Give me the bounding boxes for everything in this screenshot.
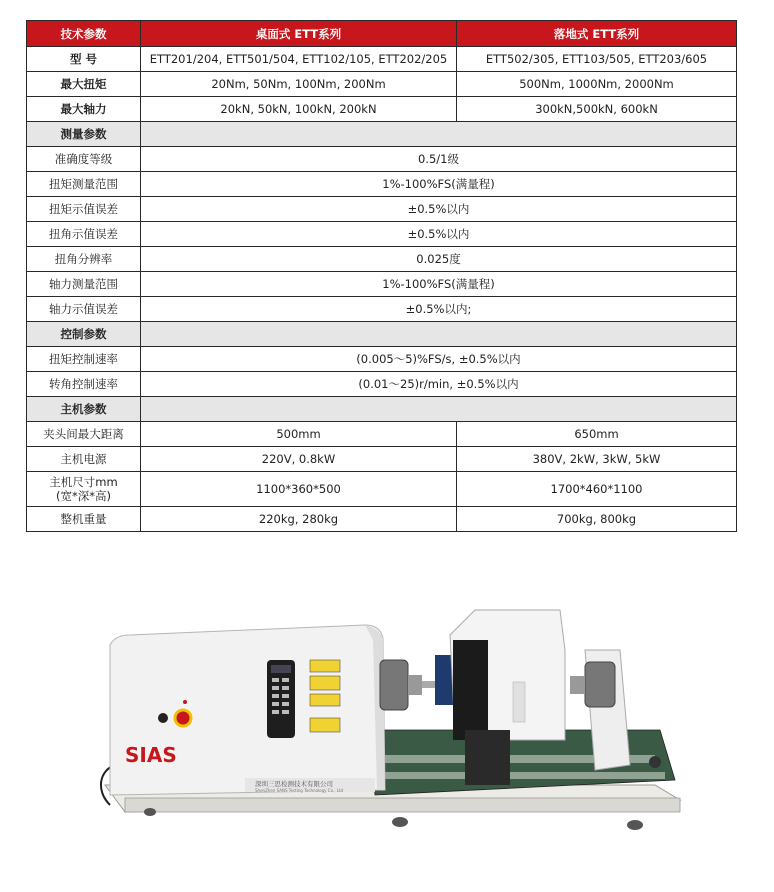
row-label: 准确度等级 bbox=[27, 147, 141, 172]
table-row bbox=[27, 247, 737, 272]
foot bbox=[627, 820, 643, 830]
cell-floor: 1700*460*1100 bbox=[457, 472, 737, 507]
table-row bbox=[27, 472, 737, 507]
controller-screen bbox=[271, 665, 291, 673]
cell-desktop: 220V, 0.8kW bbox=[141, 447, 457, 472]
cell-floor: 380V, 2kW, 3kW, 5kW bbox=[457, 447, 737, 472]
row-label: 扭角分辨率 bbox=[27, 247, 141, 272]
row-label: 夹头间最大距离 bbox=[27, 422, 141, 447]
cell-value: ±0.5%以内; bbox=[141, 297, 737, 322]
cell-floor: 650mm bbox=[457, 422, 737, 447]
table-row bbox=[27, 422, 737, 447]
warning-label bbox=[310, 694, 340, 706]
right-chuck-body bbox=[585, 662, 615, 707]
warning-label bbox=[310, 718, 340, 732]
row-label: 最大扭矩 bbox=[27, 72, 141, 97]
section-blank bbox=[141, 397, 737, 422]
table-row bbox=[27, 347, 737, 372]
key-switch bbox=[158, 713, 168, 723]
section-row-host bbox=[27, 397, 737, 422]
row-label: 轴力示值误差 bbox=[27, 297, 141, 322]
cell-floor: ETT502/305, ETT103/505, ETT203/605 bbox=[457, 47, 737, 72]
section-row-measure bbox=[27, 122, 737, 147]
cell-value: 1%-100%FS(满量程) bbox=[141, 272, 737, 297]
spec-table bbox=[26, 20, 737, 532]
indicator-light bbox=[183, 700, 187, 704]
table-row bbox=[27, 97, 737, 122]
table-row bbox=[27, 72, 737, 97]
cell-floor: 300kN,500kN, 600kN bbox=[457, 97, 737, 122]
table-row bbox=[27, 222, 737, 247]
cell-floor: 700kg, 800kg bbox=[457, 507, 737, 532]
table-row bbox=[27, 507, 737, 532]
header-floor: 落地式 ETT系列 bbox=[457, 21, 737, 47]
foot bbox=[392, 817, 408, 827]
cell-value: 0.025度 bbox=[141, 247, 737, 272]
rail-track bbox=[385, 772, 665, 779]
row-label: 转角控制速率 bbox=[27, 372, 141, 397]
foot bbox=[144, 808, 156, 816]
row-label: 整机重量 bbox=[27, 507, 141, 532]
cell-desktop: 500mm bbox=[141, 422, 457, 447]
handwheel bbox=[649, 756, 661, 768]
row-label: 主机尺寸mm (宽*深*高) bbox=[27, 472, 141, 507]
header-desktop: 桌面式 ETT系列 bbox=[141, 21, 457, 47]
table-header-row bbox=[27, 21, 737, 47]
control-panel bbox=[513, 682, 525, 722]
row-label: 扭矩控制速率 bbox=[27, 347, 141, 372]
section-title: 主机参数 bbox=[27, 397, 141, 422]
table-row bbox=[27, 47, 737, 72]
section-title: 测量参数 bbox=[27, 122, 141, 147]
crosshead-bearing bbox=[465, 730, 510, 785]
table-row bbox=[27, 197, 737, 222]
row-label: 扭矩示值误差 bbox=[27, 197, 141, 222]
emergency-stop-button bbox=[175, 710, 191, 726]
cell-desktop: ETT201/204, ETT501/504, ETT102/105, ETT202/205 bbox=[141, 47, 457, 72]
brand-logo: SIAS bbox=[125, 743, 177, 767]
left-chuck-body bbox=[380, 660, 408, 710]
row-label: 最大轴力 bbox=[27, 97, 141, 122]
cell-value: (0.01～25)r/min, ±0.5%以内 bbox=[141, 372, 737, 397]
row-label: 主机电源 bbox=[27, 447, 141, 472]
cell-floor: 500Nm, 1000Nm, 2000Nm bbox=[457, 72, 737, 97]
right-chuck-jaws bbox=[570, 676, 585, 694]
main-housing bbox=[110, 625, 385, 795]
left-chuck-jaws bbox=[408, 675, 422, 695]
row-label: 扭角示值误差 bbox=[27, 222, 141, 247]
plate-line1: 深圳三思检测技术有限公司 bbox=[255, 780, 333, 788]
table-row bbox=[27, 372, 737, 397]
header-param: 技术参数 bbox=[27, 21, 141, 47]
cell-desktop: 1100*360*500 bbox=[141, 472, 457, 507]
plate-line2: ShenZhen SANS Testing Technology Co., Ltd bbox=[255, 788, 344, 793]
table-row bbox=[27, 447, 737, 472]
cell-desktop: 20kN, 50kN, 100kN, 200kN bbox=[141, 97, 457, 122]
table-row bbox=[27, 272, 737, 297]
crosshead-block bbox=[453, 640, 488, 740]
section-blank bbox=[141, 322, 737, 347]
warning-label bbox=[310, 676, 340, 690]
cell-value: 0.5/1级 bbox=[141, 147, 737, 172]
table-row bbox=[27, 147, 737, 172]
cell-desktop: 220kg, 280kg bbox=[141, 507, 457, 532]
section-blank bbox=[141, 122, 737, 147]
cell-desktop: 20Nm, 50Nm, 100Nm, 200Nm bbox=[141, 72, 457, 97]
section-row-control bbox=[27, 322, 737, 347]
row-label: 轴力测量范围 bbox=[27, 272, 141, 297]
cell-value: 1%-100%FS(满量程) bbox=[141, 172, 737, 197]
table-row bbox=[27, 172, 737, 197]
warning-label bbox=[310, 660, 340, 672]
table-row bbox=[27, 297, 737, 322]
row-label: 扭矩测量范围 bbox=[27, 172, 141, 197]
cell-value: ±0.5%以内 bbox=[141, 222, 737, 247]
cell-value: (0.005～5)%FS/s, ±0.5%以内 bbox=[141, 347, 737, 372]
section-title: 控制参数 bbox=[27, 322, 141, 347]
cell-value: ±0.5%以内 bbox=[141, 197, 737, 222]
torsion-testing-machine-image bbox=[95, 590, 695, 840]
crosshead-motor bbox=[435, 655, 453, 705]
row-label: 型 号 bbox=[27, 47, 141, 72]
machine-base-front bbox=[125, 798, 680, 812]
